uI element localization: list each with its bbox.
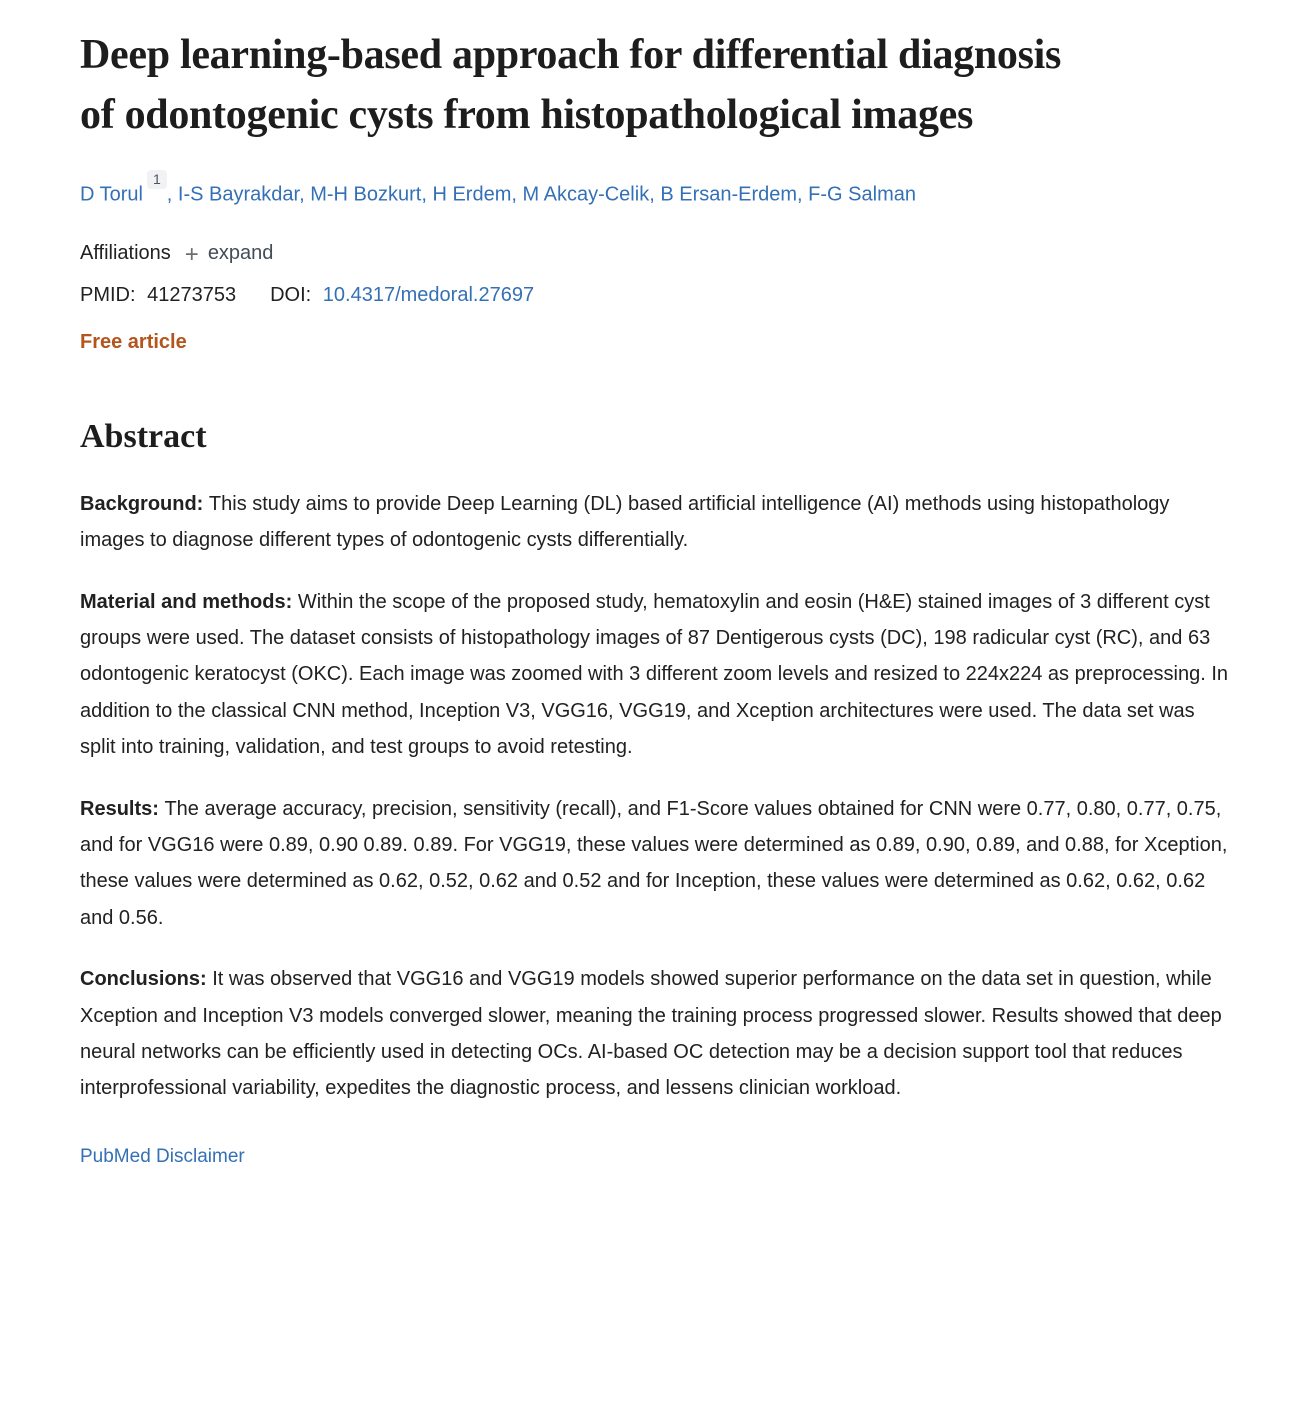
author-link[interactable]: I-S Bayrakdar	[177, 183, 300, 206]
abstract-section-text: Within the scope of the proposed study, hematoxylin and eosin (H&E) stained images of 3 different cyst groups were used. The dataset consists of histopathology images of 87 Dentigerous cysts (DC), 198 radicular cyst (RC), and 63 odontogenic keratocyst (OKC). Each image was zoomed with 3 different zoom levels and resized to 224x224 as preprocessing. In addition to the classical CNN method, Inception V3, VGG16, VGG19, and Xception architectures were used. The data set was split into training, validation, and test groups to avoid retesting.	[80, 590, 1229, 759]
free-article-badge: Free article	[80, 330, 187, 353]
doi-group	[270, 284, 534, 307]
author-link[interactable]: M Akcay-Celik	[522, 183, 650, 206]
authors-list	[80, 171, 1230, 210]
doi-link[interactable]: 10.4317/medoral.27697	[322, 283, 535, 306]
abstract-section	[80, 791, 1230, 937]
expand-label: expand	[207, 242, 274, 265]
abstract-heading: Abstract	[80, 417, 207, 455]
author-separator: ,	[797, 183, 809, 206]
affiliation-number-badge[interactable]: 1	[147, 170, 167, 189]
author-separator: ,	[511, 183, 523, 206]
abstract-section-text: It was observed that VGG16 and VGG19 models showed superior performance on the data set in question, while Xception and Inception V3 models converged slower, meaning the training process progressed slower. Results showed that deep neural networks can be efficiently used in detecting OCs. AI-based OC detection may be a decision support tool that reduces interprofessional variability, expedites the diagnostic process, and lessens clinician workload.	[80, 968, 1222, 1100]
abstract-section-label: Conclusions:	[80, 968, 213, 991]
affiliations-expand-button[interactable]	[185, 242, 274, 266]
author-separator: ,	[421, 183, 433, 206]
doi-label: DOI:	[270, 283, 312, 306]
author-link[interactable]: F-G Salman	[808, 183, 916, 206]
pmid-label: PMID:	[80, 283, 136, 306]
author-separator: ,	[166, 183, 178, 206]
abstract-section	[80, 486, 1230, 559]
affiliations-label: Affiliations	[80, 242, 171, 265]
article-title: Deep learning-based approach for differential diagnosis of odontogenic cysts from histopathological images	[80, 32, 1062, 138]
pubmed-disclaimer-link[interactable]: PubMed Disclaimer	[80, 1145, 245, 1167]
abstract-section-text: The average accuracy, precision, sensitivity (recall), and F1-Score values obtained for CNN were 0.77, 0.80, 0.77, 0.75, and for VGG16 were 0.89, 0.90 0.89. 0.89. For VGG19, these values were determined as 0.89, 0.90, 0.89, and 0.88, for Xception, these values were determined as 0.62, 0.52, 0.62 and 0.52 and for Inception, these values were determined as 0.62, 0.62, 0.62 and 0.56.	[80, 797, 1228, 929]
author-separator: ,	[299, 183, 311, 206]
author-link[interactable]: H Erdem	[432, 183, 512, 206]
author-link[interactable]: B Ersan-Erdem	[660, 183, 798, 206]
identifiers-row	[80, 284, 1230, 307]
abstract-section-text: This study aims to provide Deep Learning (DL) based artificial intelligence (AI) methods using histopathology images to diagnose different types of odontogenic cysts differentially.	[80, 492, 1170, 552]
abstract-section-label: Results:	[80, 797, 165, 820]
abstract-section	[80, 961, 1230, 1107]
author-link[interactable]: D Torul	[80, 183, 143, 206]
affiliations-row	[80, 242, 1230, 266]
author-link[interactable]: M-H Bozkurt	[310, 183, 422, 206]
pmid-group	[80, 284, 236, 307]
abstract-body	[80, 486, 1230, 1107]
abstract-section-label: Material and methods:	[80, 590, 298, 613]
abstract-section-label: Background:	[80, 492, 209, 515]
plus-icon: +	[184, 240, 199, 268]
pmid-value: 41273753	[147, 283, 237, 306]
author-separator: ,	[649, 183, 661, 206]
abstract-section	[80, 584, 1230, 766]
